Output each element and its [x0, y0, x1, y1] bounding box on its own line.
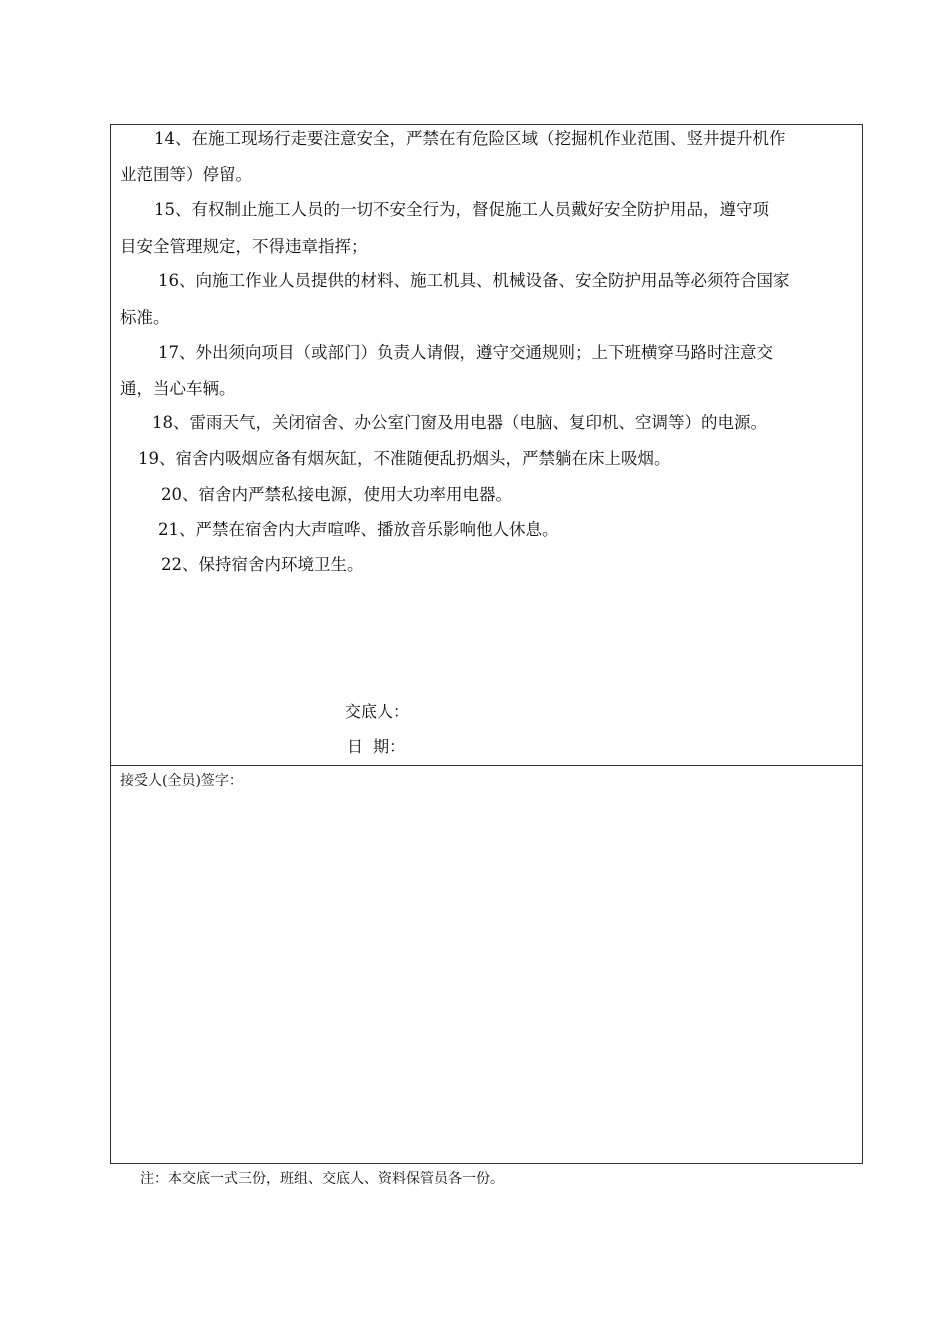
item-17-line-1: 17、外出须向项目（或部门）负责人请假，遵守交通规则；上下班横穿马路时注意交 — [158, 343, 773, 362]
presenter-label: 交底人： — [345, 702, 410, 721]
footnote: 注：本交底一式三份，班组、交底人、资料保管员各一份。 — [140, 1171, 504, 1187]
receiver-signature-cell — [111, 766, 862, 1163]
item-19-line: 19、宿舍内吸烟应备有烟灰缸，不准随便乱扔烟头，严禁躺在床上吸烟。 — [138, 449, 671, 468]
item-17-line-2: 通，当心车辆。 — [120, 379, 236, 398]
item-16-line-2: 标准。 — [120, 308, 170, 327]
item-22-line: 22、保持宿舍内环境卫生。 — [161, 555, 364, 574]
receiver-label: 接受人(全员)签字： — [120, 773, 243, 789]
item-14-line-1: 14、在施工现场行走要注意安全，严禁在有危险区域（挖掘机作业范围、竖井提升机作 — [154, 129, 786, 148]
item-20-line: 20、宿舍内严禁私接电源，使用大功率用电器。 — [161, 485, 512, 504]
item-16-line-1: 16、向施工作业人员提供的材料、施工机具、机械设备、安全防护用品等必须符合国家 — [158, 271, 790, 290]
date-label: 日 期： — [347, 737, 406, 756]
item-18-line: 18、雷雨天气，关闭宿舍、办公室门窗及用电器（电脑、复印机、空调等）的电源。 — [152, 413, 767, 432]
disclosure-table — [110, 124, 863, 1164]
item-15-line-2: 目安全管理规定，不得违章指挥； — [120, 237, 368, 256]
item-21-line: 21、严禁在宿舍内大声喧哗、播放音乐影响他人休息。 — [158, 520, 559, 539]
item-14-line-2: 业范围等）停留。 — [120, 165, 252, 184]
item-15-line-1: 15、有权制止施工人员的一切不安全行为，督促施工人员戴好安全防护用品，遵守项 — [154, 200, 769, 219]
content-cell — [111, 125, 862, 766]
